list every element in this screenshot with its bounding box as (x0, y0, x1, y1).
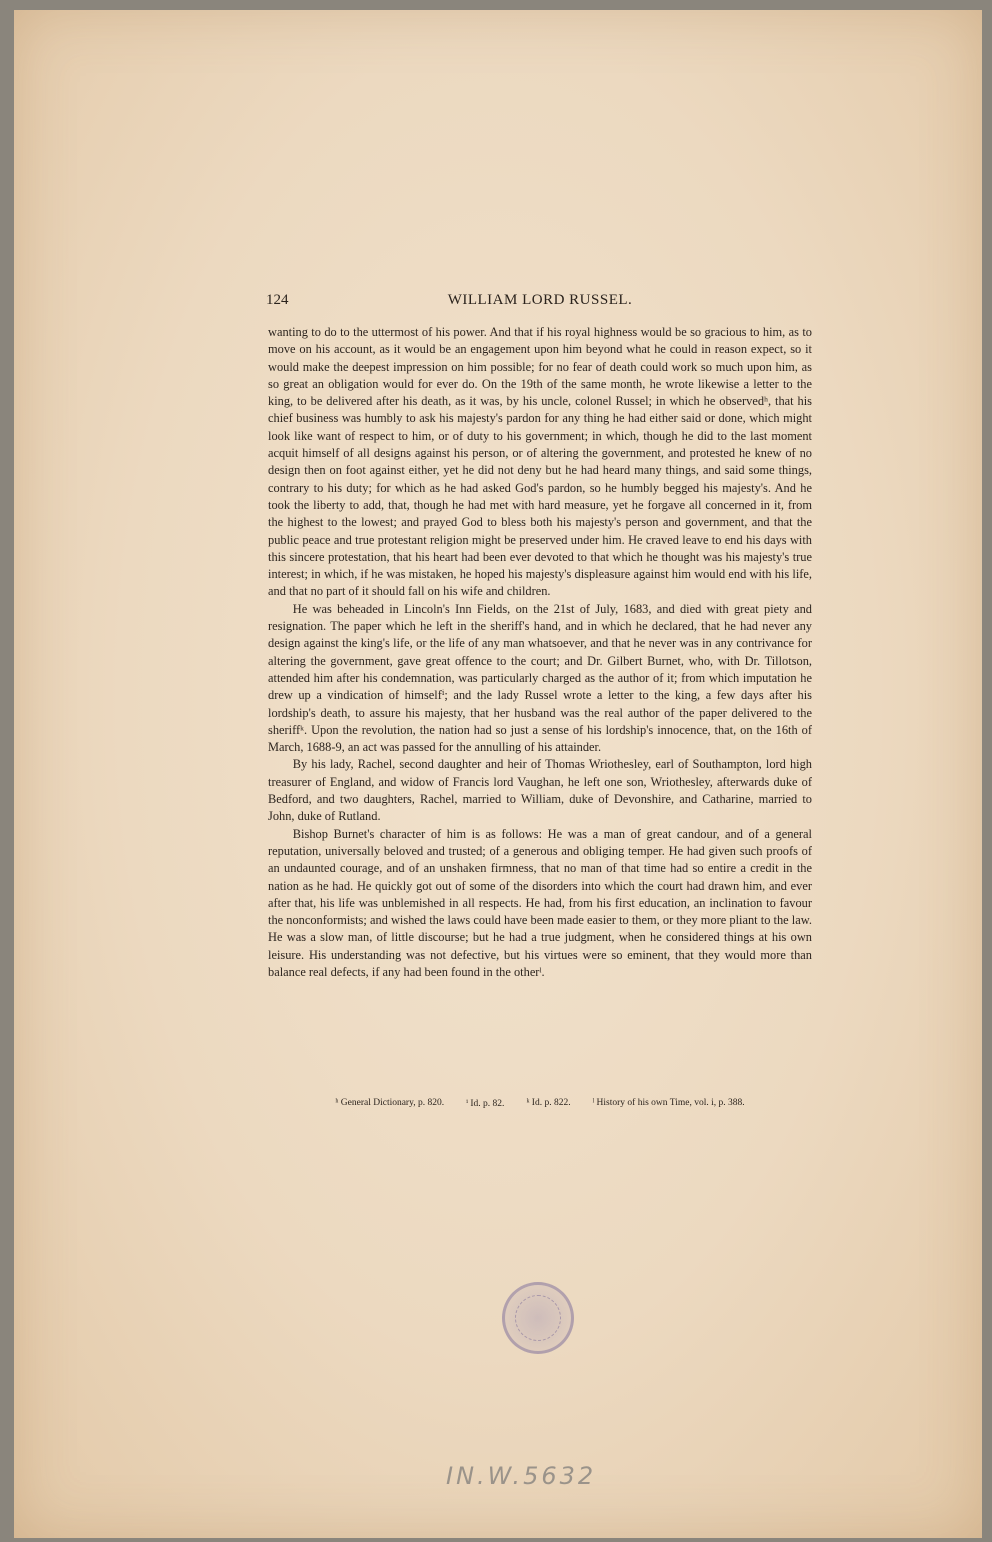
paragraph: Bishop Burnet's character of him is as follows: He was a man of great candour, and of a general reputation, universally beloved and trusted; of a generous and obliging temper. He had given such proofs of an undaunted courage, and of an unshaken firmness, that no man of that time had so entire a credit in the nation as he had. He quickly got out of some of the disorders into which the court had drawn him, and ever after that, his life was unblemished in all respects. He had, from his first education, an inclination to favour the nonconformists; and wished the laws could have been made easier to them, or they more pliant to the law. He was a slow man, of little discourse; but he had a true judgment, when he considered things at his own leisure. His understanding was not defective, but his virtues were so eminent, that they would more than balance real defects, if any had been found in the otherˡ. (268, 826, 812, 979)
footnote-k: ᵏ Id. p. 822. (526, 1098, 571, 1108)
page-number: 124 (266, 292, 289, 308)
footnote-h: ʰ General Dictionary, p. 820. (335, 1098, 445, 1108)
page-sheet (14, 10, 982, 1538)
footnote-l: ˡ History of his own Time, vol. i, p. 388. (592, 1098, 745, 1108)
library-stamp-icon (502, 1282, 574, 1354)
footnote-i: ⁱ Id. p. 82. (466, 1099, 505, 1109)
footnotes (268, 1098, 812, 1109)
paragraph: By his lady, Rachel, second daughter and heir of Thomas Wriothesley, earl of Southampton, lord high treasurer of England, and widow of Francis lord Vaughan, he left one son, Wriothesley, afterwards duke of Bedford, and two daughters, Rachel, married to William, duke of Devonshire, and Catharine, married to John, duke of Rutland. (268, 757, 812, 824)
body-text (268, 324, 812, 981)
paragraph: He was beheaded in Lincoln's Inn Fields, on the 21st of July, 1683, and died with great piety and resignation. The paper which he left in the sheriff's hand, and in which he declared, that he had never any design against the king's life, or the life of any man whatsoever, and that he never was in any contrivance for altering the government, gave great offence to the court; and Dr. Gilbert Burnet, who, with Dr. Tillotson, attended him after his condemnation, was particularly charged as the author of it; from which imputation he drew up a vindication of himselfⁱ; and the lady Russel wrote a letter to the king, a few days after his lordship's death, to assure his majesty, that her husband was the real author of the paper delivered to the sheriffᵏ. Upon the revolution, the nation had so just a sense of his lordship's innocence, that, on the 16th of March, 1688-9, an act was passed for the annulling of his attainder. (268, 601, 812, 755)
running-title: WILLIAM LORD RUSSEL. (447, 292, 633, 308)
page-header (266, 292, 814, 314)
paragraph: wanting to do to the uttermost of his power. And that if his royal highness would be so gracious to him, as to move on his account, as it would be an engagement upon him beyond what he could in reason expect, so it would make the deepest impression on him possible; for no fear of death could work so much upon him, as so great an obligation would for ever do. On the 19th of the same month, he wrote likewise a letter to the king, to be delivered after his death, as it was, by his uncle, colonel Russel; in which he observedʰ, that his chief business was humbly to ask his majesty's pardon for any thing he had either said or done, which might look like want of respect to him, or of duty to his government; in which, though he did to the last moment acquit himself of all designs against his person, or of altering the government, and protested he knew of no design then on foot against either, yet he did not deny but he had heard many things, and said some things, contrary to his duty; for which as he had asked God's pardon, so he humbly begged his majesty's. And he took the liberty to add, that, though he had met with hard measure, yet he forgave all concerned in it, from the highest to the lowest; and prayed God to bless both his majesty's person and government, and that the public peace and true protestant religion might be preserved under him. He craved leave to end his days with this sincere protestation, that his heart had been ever devoted to that which he thought was his majesty's true interest; in which, if he was mistaken, he hoped his majesty's displeasure against him would end with his life, and that no part of it should fall on his wife and children. (268, 325, 812, 599)
shelfmark: IN.W.5632 (446, 1462, 597, 1490)
